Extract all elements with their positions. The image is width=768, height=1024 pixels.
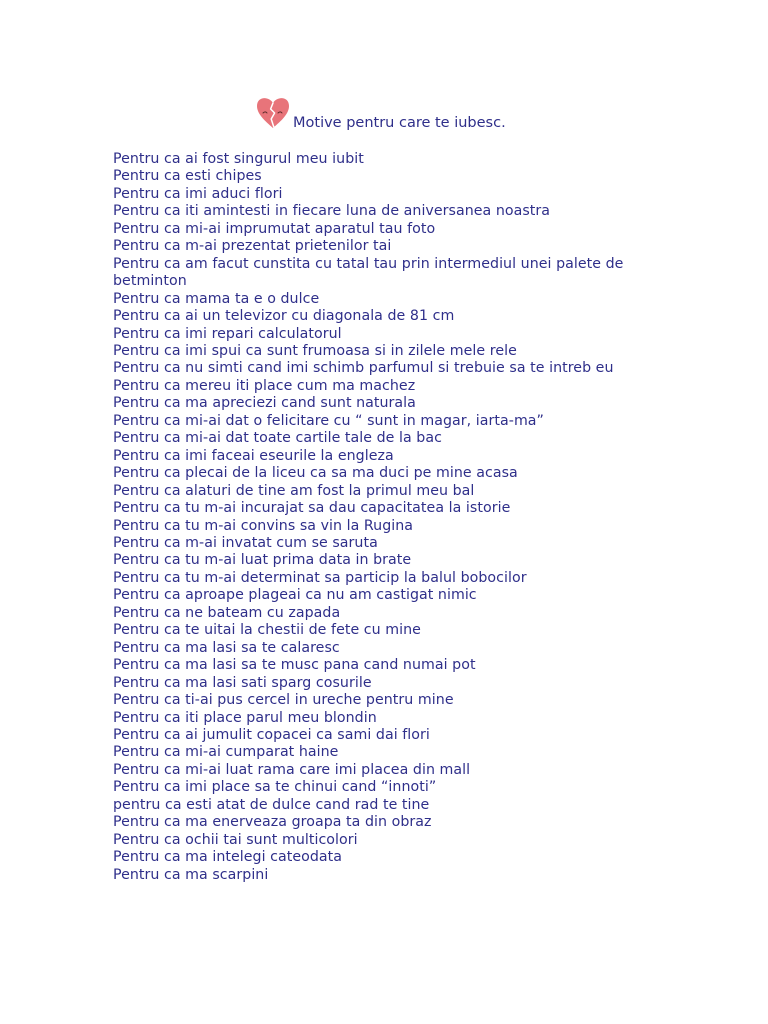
list-item: Pentru ca mi-ai imprumutat aparatul tau foto xyxy=(113,220,436,237)
list-item: Pentru ca am facut cunstita cu tatal tau prin intermediul unei palete de betminton xyxy=(113,255,624,290)
document-title: Motive pentru care te iubesc. xyxy=(293,115,506,131)
list-item: Pentru ca m-ai prezentat prietenilor tai xyxy=(113,238,392,255)
list-item: Pentru ca mi-ai luat rama care imi placea din mall xyxy=(113,761,471,778)
list-item: Pentru ca ma lasi sa te musc pana cand numai pot xyxy=(113,657,476,674)
list-item: Pentru ca ma lasi sa te calaresc xyxy=(113,639,340,656)
list-item: Pentru ca iti place parul meu blondin xyxy=(113,709,377,726)
list-item: Pentru ca mi-ai dat o felicitare cu “ sunt in magar, iarta-ma” xyxy=(113,412,544,429)
list-item: Pentru ca nu simti cand imi schimb parfumul si trebuie sa te intreb eu xyxy=(113,360,614,377)
list-item: Pentru ca ma intelegi cateodata xyxy=(113,849,343,866)
list-item: Pentru ca imi faceai eseurile la engleza xyxy=(113,447,394,464)
list-item: Pentru ca alaturi de tine am fost la primul meu bal xyxy=(113,482,475,499)
list-item: Pentru ca plecai de la liceu ca sa ma duci pe mine acasa xyxy=(113,465,518,482)
list-item: Pentru ca te uitai la chestii de fete cu mine xyxy=(113,622,421,639)
list-item: Pentru ca m-ai invatat cum se saruta xyxy=(113,534,378,551)
list-item: Pentru ca ma apreciezi cand sunt naturala xyxy=(113,395,416,412)
list-item: Pentru ca tu m-ai convins sa vin la Rugina xyxy=(113,517,414,534)
list-item: Pentru ca mi-ai dat toate cartile tale de la bac xyxy=(113,430,442,447)
reasons-list xyxy=(113,151,673,884)
list-item: Pentru ca mama ta e o dulce xyxy=(113,290,320,307)
list-item: Pentru ca ochii tai sunt multicolori xyxy=(113,831,358,848)
list-item: Pentru ca ai jumulit copacei ca sami dai flori xyxy=(113,726,430,743)
list-item: Pentru ca tu m-ai luat prima data in brate xyxy=(113,552,412,569)
list-item: Pentru ca esti chipes xyxy=(113,168,262,185)
list-item: Pentru ca ai fost singurul meu iubit xyxy=(113,151,364,167)
list-item: Pentru ca tu m-ai determinat sa particip la balul bobocilor xyxy=(113,569,527,586)
list-item: Pentru ca ma lasi sati sparg cosurile xyxy=(113,674,372,691)
list-item: Pentru ca ai un televizor cu diagonala de 81 cm xyxy=(113,308,455,325)
list-item: Pentru ca ma scarpini xyxy=(113,866,269,883)
list-item: Pentru ca aproape plageai ca nu am castigat nimic xyxy=(113,587,477,604)
broken-heart-icon xyxy=(255,96,291,130)
list-item: Pentru ca imi aduci flori xyxy=(113,185,283,202)
list-item: Pentru ca ti-ai pus cercel in ureche pentru mine xyxy=(113,692,454,709)
title-row xyxy=(255,94,506,130)
list-item: Pentru ca mi-ai cumparat haine xyxy=(113,744,339,761)
list-item: Pentru ca ma enerveaza groapa ta din obraz xyxy=(113,814,432,831)
list-item: Pentru ca ne bateam cu zapada xyxy=(113,604,341,621)
list-item: Pentru ca imi spui ca sunt frumoasa si in zilele mele rele xyxy=(113,342,517,359)
list-item: Pentru ca imi place sa te chinui cand “innoti” xyxy=(113,779,437,796)
list-item: pentru ca esti atat de dulce cand rad te tine xyxy=(113,796,430,813)
list-item: Pentru ca tu m-ai incurajat sa dau capacitatea la istorie xyxy=(113,500,511,517)
list-item: Pentru ca iti amintesti in fiecare luna de aniversanea noastra xyxy=(113,203,551,220)
list-item: Pentru ca mereu iti place cum ma machez xyxy=(113,377,416,394)
list-item: Pentru ca imi repari calculatorul xyxy=(113,325,342,342)
